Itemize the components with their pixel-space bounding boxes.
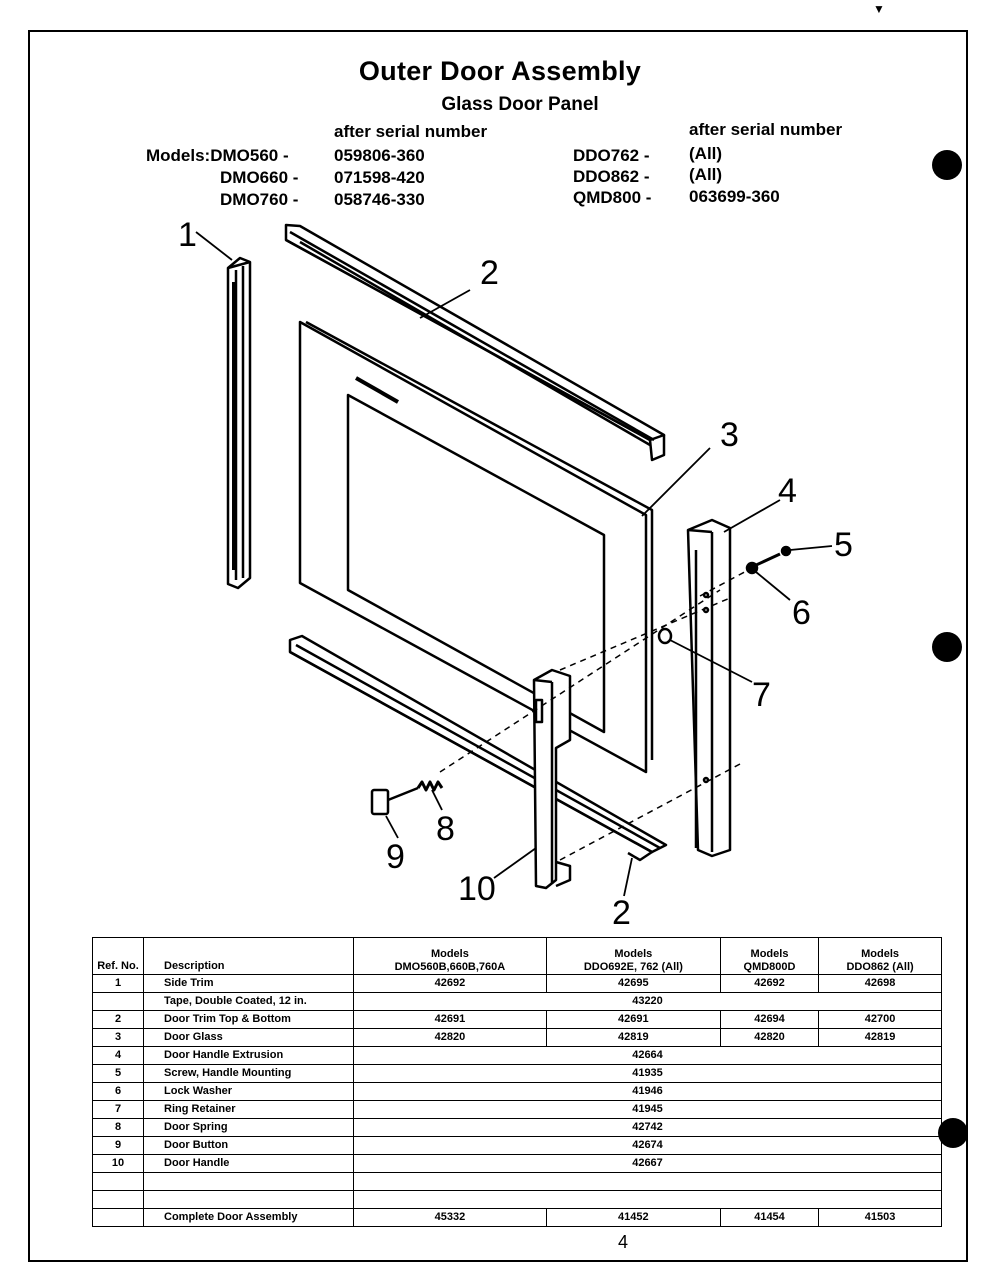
part-number-cell: 42819 [546, 1029, 720, 1047]
model-serial: 059806-360 [334, 146, 425, 165]
corner-mark: ▼ [873, 2, 885, 16]
description-cell: Side Trim [144, 975, 354, 993]
table-row [93, 1101, 942, 1119]
table-row [93, 1065, 942, 1083]
after-serial-label-left: after serial number [334, 122, 488, 141]
table-row-blank [93, 1173, 942, 1191]
model-label: QMD800 - [573, 188, 652, 207]
part-number-cell: 42674 [354, 1137, 942, 1155]
part-number-cell: 42819 [819, 1029, 942, 1047]
side-trim-part [228, 258, 250, 588]
part-number-cell: 42667 [354, 1155, 942, 1173]
ref-cell: 4 [93, 1047, 144, 1065]
part-number-cell: 42691 [546, 1011, 720, 1029]
page-title: Outer Door Assembly [358, 56, 642, 86]
door-spring-part [418, 782, 442, 790]
ref-cell: 2 [93, 1011, 144, 1029]
description-cell: Door Button [144, 1137, 354, 1155]
binder-hole-icon [938, 1118, 968, 1148]
table-header-row [93, 938, 942, 975]
description-cell: Screw, Handle Mounting [144, 1065, 354, 1083]
part-number-cell: 43220 [354, 993, 942, 1011]
part-number-cell: 41452 [546, 1209, 720, 1227]
header-ref-no: Ref. No. [93, 938, 144, 975]
description-cell: Tape, Double Coated, 12 in. [144, 993, 354, 1011]
part-number-cell: 41935 [354, 1065, 942, 1083]
part-number-cell: 42694 [720, 1011, 818, 1029]
description-cell: Door Glass [144, 1029, 354, 1047]
part-number-cell: 45332 [354, 1209, 547, 1227]
part-number-cell: 42820 [720, 1029, 818, 1047]
part-number-cell: 42820 [354, 1029, 547, 1047]
table-row [93, 1083, 942, 1101]
description-cell: Complete Door Assembly [144, 1209, 354, 1227]
description-cell: Lock Washer [144, 1083, 354, 1101]
model-serial: 063699-360 [689, 187, 780, 206]
model-label: DDO762 - [573, 146, 650, 165]
door-handle-extrusion-part [688, 520, 730, 856]
header-models: Models QMD800D [720, 938, 818, 975]
model-serial: (All) [689, 165, 723, 184]
header-models: Models DMO560B,660B,760A [354, 938, 547, 975]
callout-label: 3 [720, 416, 739, 454]
table-row [93, 1029, 942, 1047]
description-cell: Door Spring [144, 1119, 354, 1137]
header-models: Models DDO862 (All) [819, 938, 942, 975]
table-row [93, 993, 942, 1011]
door-glass-part [300, 322, 652, 772]
description-cell: Door Handle [144, 1155, 354, 1173]
callout-label: 5 [834, 526, 853, 564]
part-number-cell: 42691 [354, 1011, 547, 1029]
page-subtitle: Glass Door Panel [441, 94, 599, 115]
part-number-cell: 41946 [354, 1083, 942, 1101]
part-number-cell: 42742 [354, 1119, 942, 1137]
model-serial: 071598-420 [334, 168, 425, 187]
callout-label: 8 [436, 810, 455, 848]
ref-cell: 6 [93, 1083, 144, 1101]
ref-cell: 5 [93, 1065, 144, 1083]
description-cell: Door Trim Top & Bottom [144, 1011, 354, 1029]
ref-cell: 9 [93, 1137, 144, 1155]
callout-label: 9 [386, 838, 405, 876]
ref-cell [93, 993, 144, 1011]
callout-label: 1 [178, 216, 197, 254]
ring-retainer-part [659, 629, 671, 643]
ref-cell: 3 [93, 1029, 144, 1047]
description-cell: Ring Retainer [144, 1101, 354, 1119]
header-models: Models DDO692E, 762 (All) [546, 938, 720, 975]
callout-label: 6 [792, 594, 811, 632]
part-number-cell: 41503 [819, 1209, 942, 1227]
part-number-cell: 42700 [819, 1011, 942, 1029]
ref-cell: 7 [93, 1101, 144, 1119]
part-number-cell: 42695 [546, 975, 720, 993]
callout-label: 2 [612, 894, 631, 932]
table-row-blank [93, 1191, 942, 1209]
ref-cell: 10 [93, 1155, 144, 1173]
model-serial: (All) [689, 144, 723, 163]
table-row [93, 1137, 942, 1155]
table-row [93, 1155, 942, 1173]
description-cell: Door Handle Extrusion [144, 1047, 354, 1065]
door-handle-part [534, 670, 570, 888]
part-number-cell: 42692 [354, 975, 547, 993]
door-button-part [372, 788, 418, 814]
part-number-cell: 41945 [354, 1101, 942, 1119]
ref-cell: 1 [93, 975, 144, 993]
table-row [93, 1119, 942, 1137]
part-number-cell: 41454 [720, 1209, 818, 1227]
table-row [93, 975, 942, 993]
model-serial: 058746-330 [334, 190, 425, 209]
part-number-cell: 42664 [354, 1047, 942, 1065]
model-label: DMO760 - [220, 190, 299, 209]
page-number: 4 [618, 1232, 629, 1252]
callout-label: 4 [778, 472, 797, 510]
part-number-cell: 42692 [720, 975, 818, 993]
callout-label: 10 [458, 870, 496, 908]
model-label: DDO862 - [573, 167, 650, 186]
callout-label: 2 [480, 254, 499, 292]
callout-label: 7 [752, 676, 771, 714]
part-number-cell: 42698 [819, 975, 942, 993]
table-row [93, 1047, 942, 1065]
model-label: DMO660 - [220, 168, 299, 187]
after-serial-label-right: after serial number [689, 120, 843, 139]
model-label: Models:DMO560 - [146, 146, 289, 165]
header-description: Description [144, 938, 354, 975]
table-row [93, 1011, 942, 1029]
table-total-row [93, 1209, 942, 1227]
mounting-screw-part [754, 547, 790, 566]
ref-cell: 8 [93, 1119, 144, 1137]
parts-table [92, 937, 942, 1227]
